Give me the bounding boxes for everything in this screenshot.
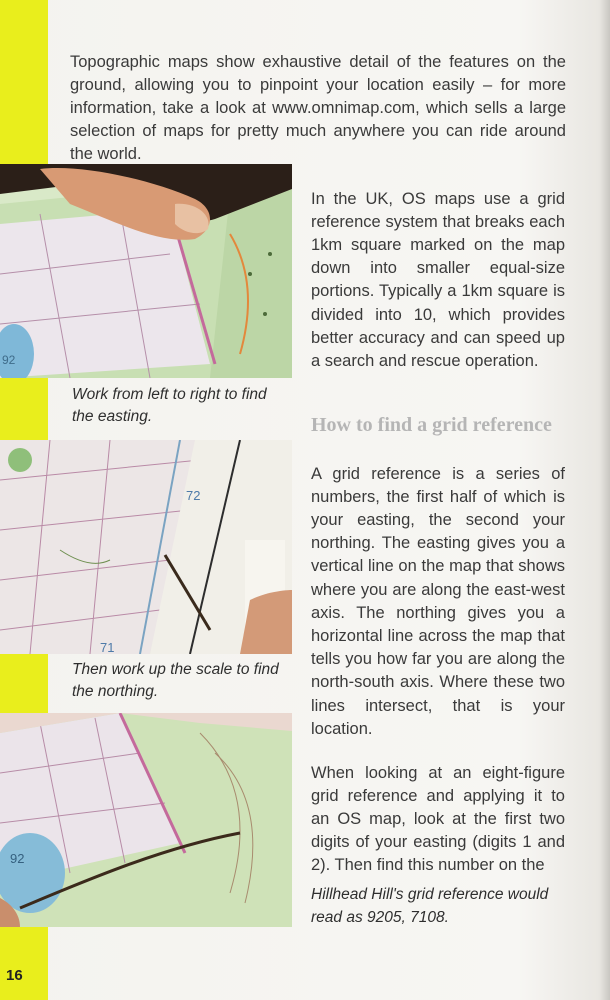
paragraph-os-maps: In the UK, OS maps use a grid reference system that breaks each 1km square marked on the map down into smaller equal-size portions. Typically a 1km square is divided into 10, which provides better accuracy and can speed up a search and rescue operation. — [311, 189, 565, 370]
page-edge-shadow — [600, 0, 610, 1000]
intro-paragraph: Topographic maps show exhaustive detail of the features on the ground, allowing you to pinpoint your location easily – for more information, take a look at www.omnimap.com, which sells a large selection of maps for pretty much anywhere you can ride around the world. — [70, 52, 566, 163]
map-lake-label: 92 — [2, 353, 16, 367]
page-number: 16 — [6, 967, 23, 984]
paragraph-grid-reference: A grid reference is a series of numbers, the first half of which is your easting, the second your northing. The easting gives you a vertical line on the map that shows where you are along the east-west axis. The northing gives you a horizontal line across the map that tells you how far you are along the north-south axis. Where these two lines intersect, that is your location. — [311, 464, 565, 738]
section-heading: How to find a grid reference — [311, 413, 552, 436]
scale-number-72: 72 — [186, 488, 201, 503]
caption-hillhead: Hillhead Hill's grid reference would read as 9205, 7108. — [311, 886, 549, 926]
map-scale-illustration — [0, 440, 292, 654]
scale-number-71: 71 — [100, 640, 115, 654]
caption-northing: Then work up the scale to find the northing. — [72, 661, 279, 700]
photo-grid-reference-map — [0, 713, 292, 927]
caption-easting: Work from left to right to find the easting. — [72, 386, 267, 425]
map-illustration — [0, 164, 292, 378]
paragraph-eight-figure: When looking at an eight-figure grid reference and applying it to an OS map, look at the first two digits of your easting (digits 1 and 2). Then find this number on the — [311, 763, 565, 875]
map-pointer-illustration — [0, 713, 292, 927]
photo-northing-map — [0, 440, 292, 654]
photo-easting-map — [0, 164, 292, 378]
map-number-92: 92 — [10, 851, 25, 866]
